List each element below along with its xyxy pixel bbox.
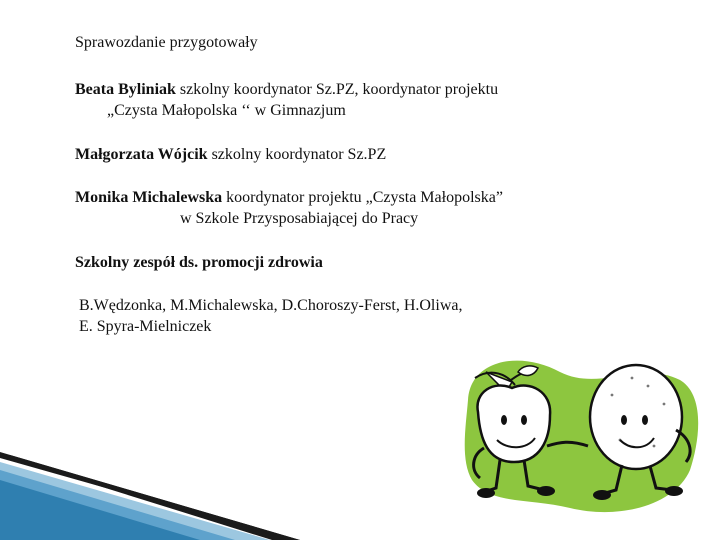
role-description: koordynator projektu „Czysta Małopolska” bbox=[222, 189, 503, 206]
page-title: Sprawozdanie przygotowały bbox=[75, 34, 258, 51]
role-entry-wojcik bbox=[75, 145, 386, 165]
role-description-continued: w Szkole Przysposabiającej do Pracy bbox=[180, 210, 419, 227]
person-name: Beata Byliniak bbox=[75, 81, 176, 98]
team-heading: Szkolny zespół ds. promocji zdrowia bbox=[75, 254, 323, 271]
corner-wedge bbox=[0, 452, 300, 540]
team-members-line: E. Spyra-Mielniczek bbox=[79, 318, 212, 335]
role-entry-michalewska bbox=[75, 188, 503, 208]
role-description: szkolny koordynator Sz.PZ, koordynator projektu bbox=[175, 81, 499, 98]
team-members-line: B.Wędzonka, M.Michalewska, D.Choroszy-Ferst, H.Oliwa, bbox=[79, 297, 463, 314]
role-entry-byliniak bbox=[75, 80, 498, 100]
person-name: Małgorzata Wójcik bbox=[75, 146, 208, 163]
person-name: Monika Michalewska bbox=[75, 189, 223, 206]
role-description-continued: „Czysta Małopolska ‘‘ w Gimnazjum bbox=[107, 102, 346, 119]
role-description: szkolny koordynator Sz.PZ bbox=[207, 146, 387, 163]
